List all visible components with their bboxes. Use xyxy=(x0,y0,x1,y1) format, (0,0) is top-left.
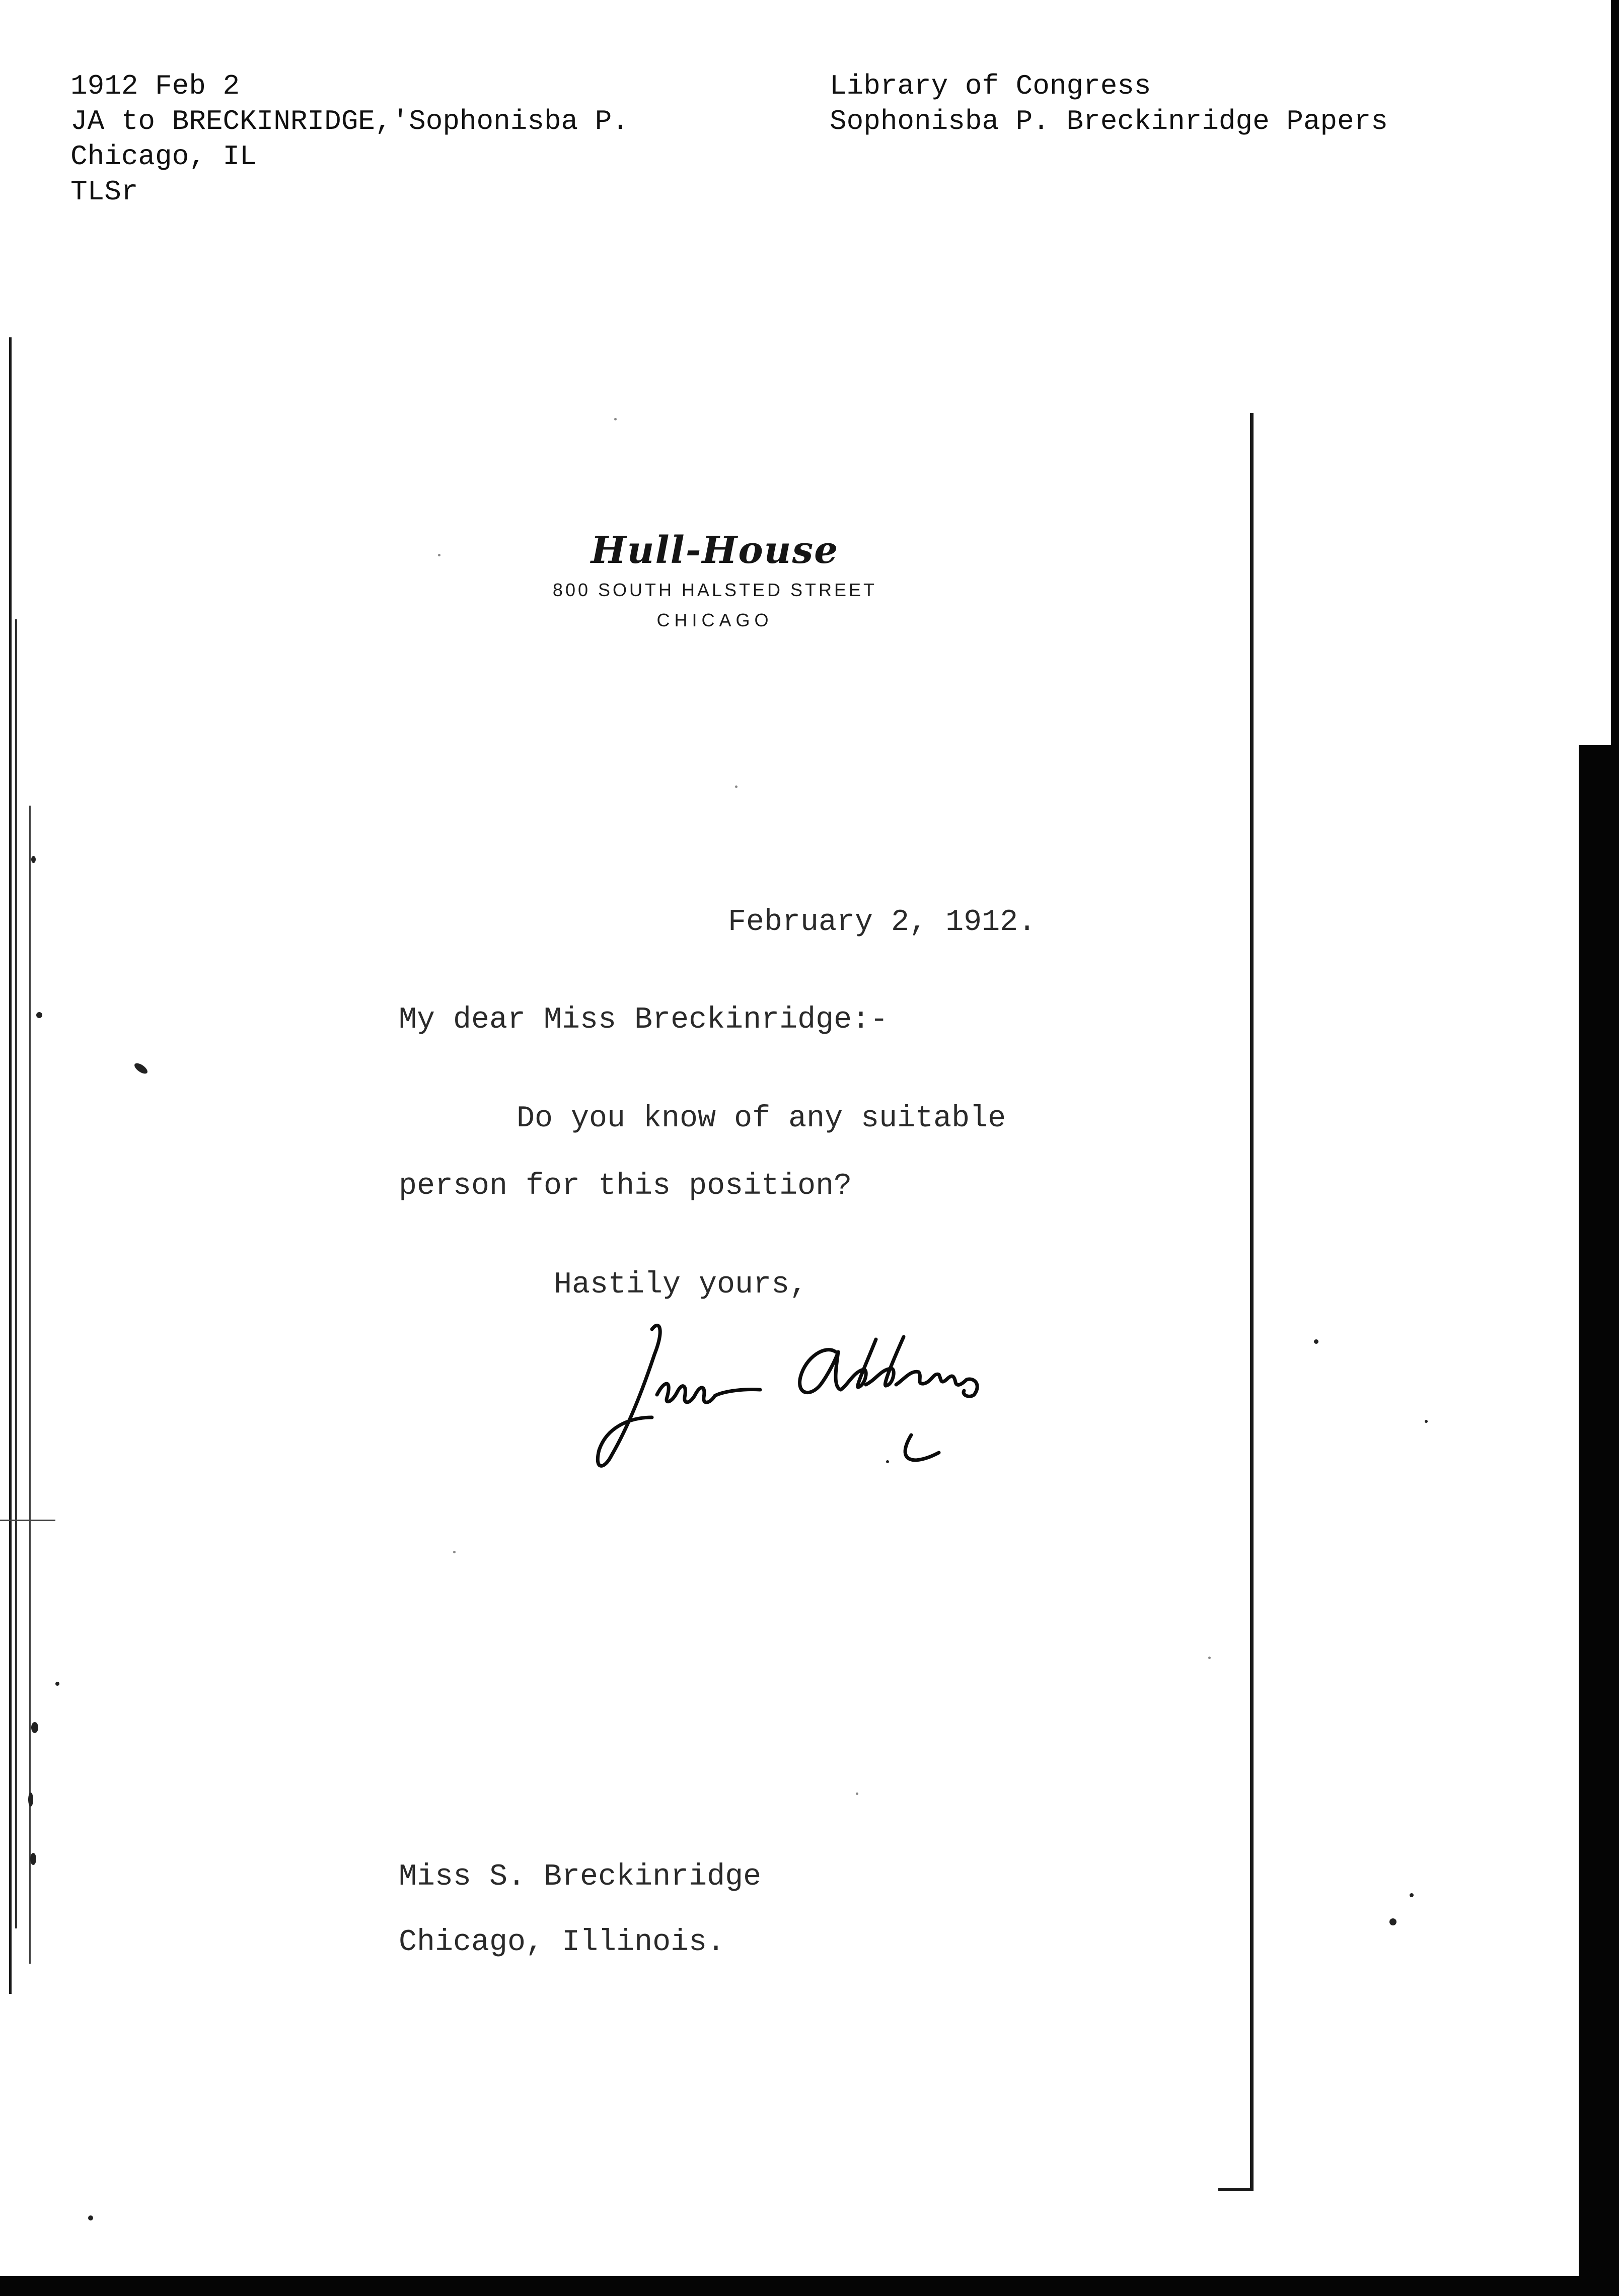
scan-speck xyxy=(453,1551,456,1553)
sheet-edge-left-tick xyxy=(0,1520,55,1521)
letterhead-city: CHICAGO xyxy=(656,610,773,630)
letterhead xyxy=(468,528,962,635)
scan-speck xyxy=(31,1722,38,1733)
letterhead-street: 800 SOUTH HALSTED STREET xyxy=(552,580,877,600)
cover-line-type: TLSr xyxy=(70,176,138,208)
cover-line-collection: Sophonisba P. Breckinridge Papers xyxy=(830,105,1388,137)
scan-speck xyxy=(856,1792,858,1795)
letter-salutation: My dear Miss Breckinridge:- xyxy=(399,1003,889,1037)
scan-speck xyxy=(735,785,738,788)
recipient-city: Chicago, Illinois. xyxy=(399,1925,725,1960)
scan-speck xyxy=(1208,1657,1211,1659)
scan-speck xyxy=(133,1061,150,1076)
sheet-edge-left-shadow xyxy=(29,806,31,1964)
scan-speck xyxy=(31,856,36,863)
scan-speck xyxy=(614,418,617,420)
cover-line-place: Chicago, IL xyxy=(70,140,257,173)
scan-speck xyxy=(1410,1893,1414,1897)
scan-speck xyxy=(88,2215,93,2220)
sheet-edge-bottom xyxy=(1218,2188,1254,2191)
scan-speck xyxy=(30,1853,36,1865)
letterhead-name: Hull-House xyxy=(591,529,839,572)
sheet-edge-left-inner xyxy=(15,619,17,1928)
scan-speck xyxy=(438,554,440,556)
letter-date: February 2, 1912. xyxy=(728,905,1037,940)
scan-border-right-upper xyxy=(1611,0,1619,745)
scan-speck xyxy=(28,1792,33,1807)
letter-body-line-1: Do you know of any suitable xyxy=(517,1102,1006,1136)
scan-speck xyxy=(1389,1918,1396,1925)
scan-border-bottom xyxy=(0,2276,1619,2296)
recipient-name: Miss S. Breckinridge xyxy=(399,1860,762,1894)
scan-speck xyxy=(55,1682,59,1686)
sheet-edge-left xyxy=(9,337,12,1994)
scan-speck xyxy=(1425,1420,1428,1423)
scan-border-right xyxy=(1579,745,1619,2296)
cover-metadata-left xyxy=(70,68,629,209)
cover-metadata-right xyxy=(830,68,1388,139)
cover-line-date: 1912 Feb 2 xyxy=(70,70,240,102)
scan-speck xyxy=(886,1460,889,1463)
sheet-edge-right xyxy=(1250,413,1254,2190)
scan-speck xyxy=(36,1012,42,1018)
scan-speck xyxy=(1314,1339,1318,1344)
cover-line-correspondents: JA to BRECKINRIDGE,'Sophonisba P. xyxy=(70,105,629,137)
cover-line-repository: Library of Congress xyxy=(830,70,1151,102)
letter-body-line-2: person for this position? xyxy=(399,1169,852,1203)
letter-closing: Hastily yours, xyxy=(554,1268,808,1302)
handwritten-signature xyxy=(564,1309,997,1480)
